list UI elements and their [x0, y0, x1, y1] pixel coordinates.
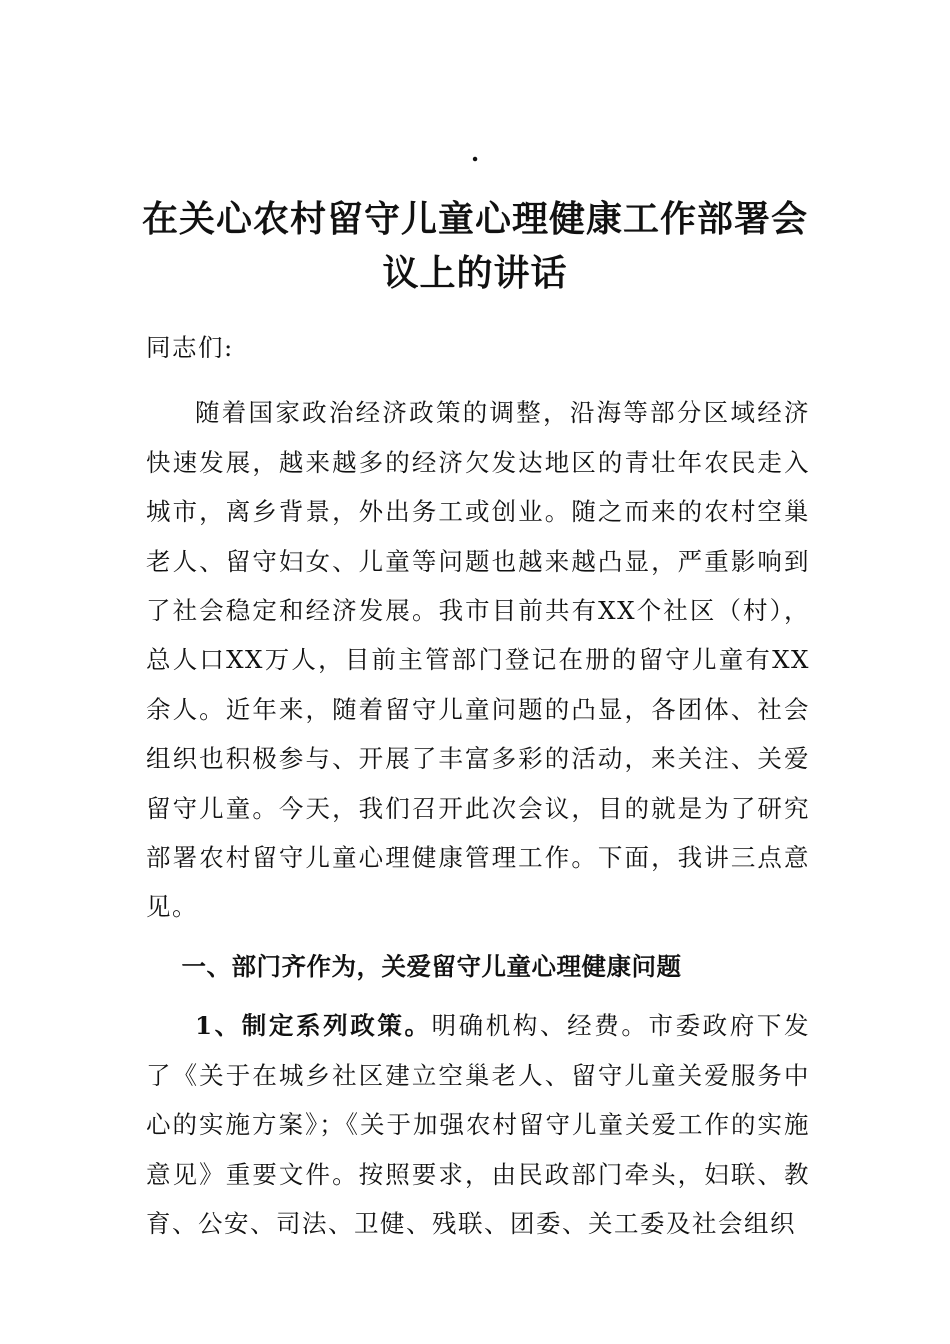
title-line-2: 议上的讲话 — [382, 252, 568, 294]
document-title — [120, 192, 830, 300]
intro-paragraph: 随着国家政治经济政策的调整，沿海等部分区域经济快速发展，越来越多的经济欠发达地区的青壮年农民走入城市，离乡背景，外出务工或创业。随之而来的农村空巢老人、留守妇女、儿童等问题也越来越凸显，严重影响到了社会稳定和经济发展。我市目前共有XX个社区（村），总人口XX万人，目前主管部门登记在册的留守儿童有XX余人。近年来，随着留守儿童问题的凸显，各团体、社会组织也积极参与、开展了丰富多彩的活动，来关注、关爱留守儿童。今天，我们召开此次会议，目的就是为了研究部署农村留守儿童心理健康管理工作。下面，我讲三点意见。 — [146, 398, 810, 922]
item-text: 明确机构、经费。市委政府下发了《关于在城乡社区建立空巢老人、留守儿童关爱服务中心的实施方案》；《关于加强农村留守儿童关爱工作的实施意见》重要文件。按照要求，由民政部门牵头，妇联、教育、公安、司法、卫健、残联、团委、关工委及社会组织 — [146, 1011, 811, 1238]
item-lead: 1、制定系列政策。 — [195, 1011, 432, 1041]
document-body — [146, 323, 810, 1248]
section-heading-1: 一、部门齐作为，关爱留守儿童心理健康问题 — [181, 951, 682, 981]
header-mark: . — [470, 138, 480, 167]
greeting: 同志们: — [146, 333, 234, 362]
title-line-1: 在关心农村留守儿童心理健康工作部署会 — [141, 198, 808, 240]
section-1-item-1 — [146, 1001, 810, 1248]
